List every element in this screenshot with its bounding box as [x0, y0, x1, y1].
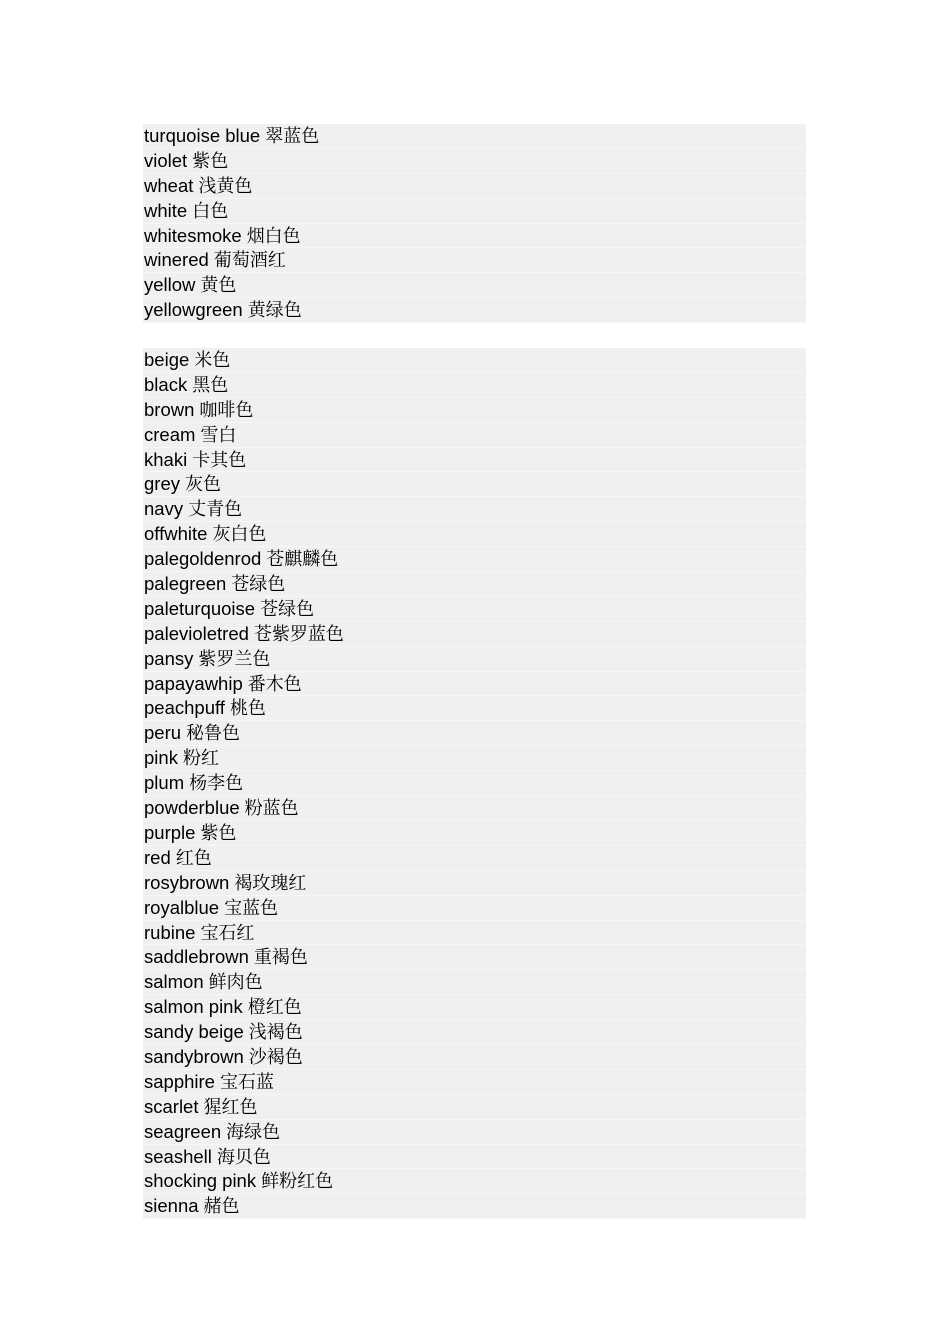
color-name-english: purple — [144, 821, 196, 843]
color-name-english: seagreen — [144, 1120, 222, 1142]
color-name-chinese: 黄绿色 — [247, 300, 302, 322]
color-name-english: rubine — [144, 921, 196, 943]
color-name-chinese: 浅黄色 — [198, 175, 253, 197]
color-name-chinese: 黄色 — [200, 275, 237, 297]
color-name-english: saddlebrown — [144, 946, 249, 968]
color-name-english: sienna — [144, 1195, 199, 1217]
color-entry — [143, 398, 806, 423]
color-name-english: white — [144, 199, 188, 221]
color-name-chinese: 粉蓝色 — [244, 798, 299, 820]
color-name-chinese: 烟白色 — [246, 225, 301, 247]
color-entry — [143, 472, 806, 497]
color-name-english: salmon — [144, 971, 204, 993]
color-name-chinese: 苍绿色 — [260, 598, 315, 620]
color-name-english: black — [144, 373, 188, 395]
color-name-chinese: 苍麒麟色 — [266, 549, 339, 571]
color-entry — [143, 672, 806, 697]
color-name-english: salmon pink — [144, 996, 243, 1018]
color-entry — [143, 1169, 806, 1194]
color-name-chinese: 鲜肉色 — [208, 972, 263, 994]
color-entry — [143, 1020, 806, 1045]
color-entry — [143, 647, 806, 672]
color-name-chinese: 褐玫瑰红 — [234, 872, 307, 894]
color-entry — [143, 896, 806, 921]
color-name-english: pink — [144, 747, 178, 769]
color-entry — [143, 597, 806, 622]
color-name-english: sandybrown — [144, 1045, 244, 1067]
color-entry — [143, 796, 806, 821]
color-name-english: navy — [144, 498, 184, 520]
color-name-english: winered — [144, 249, 209, 271]
color-name-english: shocking pink — [144, 1170, 257, 1192]
color-name-english: paleturquoise — [144, 597, 256, 619]
color-name-chinese: 浅褐色 — [248, 1022, 303, 1044]
color-entry — [143, 1095, 806, 1120]
color-entry — [143, 696, 806, 721]
color-name-chinese: 紫罗兰色 — [198, 648, 271, 670]
color-list-group-1 — [143, 124, 806, 323]
color-name-chinese: 苍绿色 — [231, 574, 286, 596]
color-name-chinese: 米色 — [194, 350, 231, 372]
color-name-english: rosybrown — [144, 871, 230, 893]
color-name-english: yellow — [144, 274, 196, 296]
color-entry — [143, 846, 806, 871]
color-entry — [143, 174, 806, 199]
color-name-english: brown — [144, 398, 195, 420]
color-name-chinese: 猩红色 — [203, 1096, 258, 1118]
color-name-english: offwhite — [144, 523, 208, 545]
color-entry — [143, 945, 806, 970]
color-name-chinese: 灰色 — [185, 474, 221, 496]
color-name-chinese: 宝石红 — [200, 922, 255, 944]
color-name-english: sapphire — [144, 1070, 215, 1092]
color-name-english: powderblue — [144, 797, 240, 819]
color-name-english: papayawhip — [144, 672, 243, 694]
color-name-chinese: 黑色 — [192, 374, 229, 396]
color-name-english: whitesmoke — [144, 224, 242, 246]
color-name-chinese: 翠蓝色 — [265, 126, 320, 147]
color-entry — [143, 995, 806, 1020]
color-name-chinese: 葡萄酒红 — [213, 250, 286, 272]
color-name-english: khaki — [144, 448, 188, 470]
color-entry — [143, 622, 806, 647]
color-name-chinese: 苍紫罗蓝色 — [253, 623, 344, 645]
color-name-chinese: 沙褐色 — [248, 1046, 303, 1068]
color-name-chinese: 宝蓝色 — [224, 897, 279, 919]
color-name-english: cream — [144, 423, 196, 445]
color-name-english: wheat — [144, 174, 194, 196]
color-entry — [143, 224, 806, 249]
color-name-english: turquoise blue — [144, 125, 261, 146]
color-entry — [143, 522, 806, 547]
color-entry — [143, 1194, 806, 1219]
color-entry — [143, 348, 806, 373]
color-name-chinese: 雪白 — [200, 424, 237, 446]
color-name-english: peachpuff — [144, 697, 225, 719]
color-list-group-2 — [143, 348, 806, 1219]
color-name-chinese: 橙红色 — [247, 997, 302, 1019]
color-entry — [143, 448, 806, 473]
color-name-chinese: 宝石蓝 — [219, 1071, 274, 1093]
color-name-english: royalblue — [144, 896, 220, 918]
color-entry — [143, 1070, 806, 1095]
color-name-english: seashell — [144, 1145, 212, 1167]
color-entry — [143, 871, 806, 896]
color-name-chinese: 灰白色 — [212, 524, 267, 546]
color-name-chinese: 紫色 — [200, 822, 237, 844]
color-entry — [143, 273, 806, 298]
color-name-chinese: 咖啡色 — [199, 399, 254, 421]
color-name-english: violet — [144, 149, 188, 171]
color-name-english: grey — [144, 473, 180, 495]
color-name-english: scarlet — [144, 1095, 199, 1117]
color-entry — [143, 373, 806, 398]
color-name-english: palegreen — [144, 573, 227, 595]
color-entry — [143, 1045, 806, 1070]
color-name-english: palevioletred — [144, 622, 249, 644]
color-name-chinese: 红色 — [175, 847, 212, 869]
color-name-chinese: 丈青色 — [188, 499, 243, 521]
color-entry — [143, 1120, 806, 1145]
color-name-english: pansy — [144, 647, 194, 669]
color-entry — [143, 149, 806, 174]
color-entry — [143, 921, 806, 946]
color-name-chinese: 卡其色 — [192, 449, 247, 471]
color-name-chinese: 重褐色 — [253, 947, 308, 969]
color-entry — [143, 572, 806, 597]
color-entry — [143, 199, 806, 224]
blank-line — [143, 323, 806, 348]
color-name-chinese: 杨李色 — [189, 773, 244, 795]
color-name-chinese: 紫色 — [192, 150, 229, 172]
color-name-chinese: 鲜粉红色 — [261, 1171, 334, 1193]
document-body — [143, 124, 806, 1219]
color-name-chinese: 秘鲁色 — [186, 723, 241, 745]
color-name-english: palegoldenrod — [144, 548, 262, 570]
color-name-chinese: 桃色 — [229, 698, 266, 720]
color-name-chinese: 番木色 — [247, 673, 302, 695]
color-entry — [143, 771, 806, 796]
color-entry — [143, 497, 806, 522]
color-name-english: yellowgreen — [144, 299, 243, 321]
color-name-english: plum — [144, 772, 185, 794]
color-entry — [143, 821, 806, 846]
color-entry — [143, 721, 806, 746]
color-name-chinese: 白色 — [192, 200, 229, 222]
color-name-chinese: 赭色 — [203, 1196, 240, 1218]
color-name-english: peru — [144, 722, 182, 744]
color-name-chinese: 海绿色 — [226, 1121, 281, 1143]
color-entry — [143, 746, 806, 771]
color-entry — [143, 124, 806, 149]
color-entry — [143, 970, 806, 995]
color-name-chinese: 海贝色 — [216, 1146, 271, 1168]
color-entry — [143, 248, 806, 273]
color-entry — [143, 547, 806, 572]
color-entry — [143, 1145, 806, 1170]
color-name-english: sandy beige — [144, 1021, 244, 1043]
color-name-english: beige — [144, 349, 190, 371]
color-name-chinese: 粉红 — [182, 748, 219, 770]
color-entry — [143, 423, 806, 448]
color-entry — [143, 298, 806, 323]
color-name-english: red — [144, 846, 171, 868]
